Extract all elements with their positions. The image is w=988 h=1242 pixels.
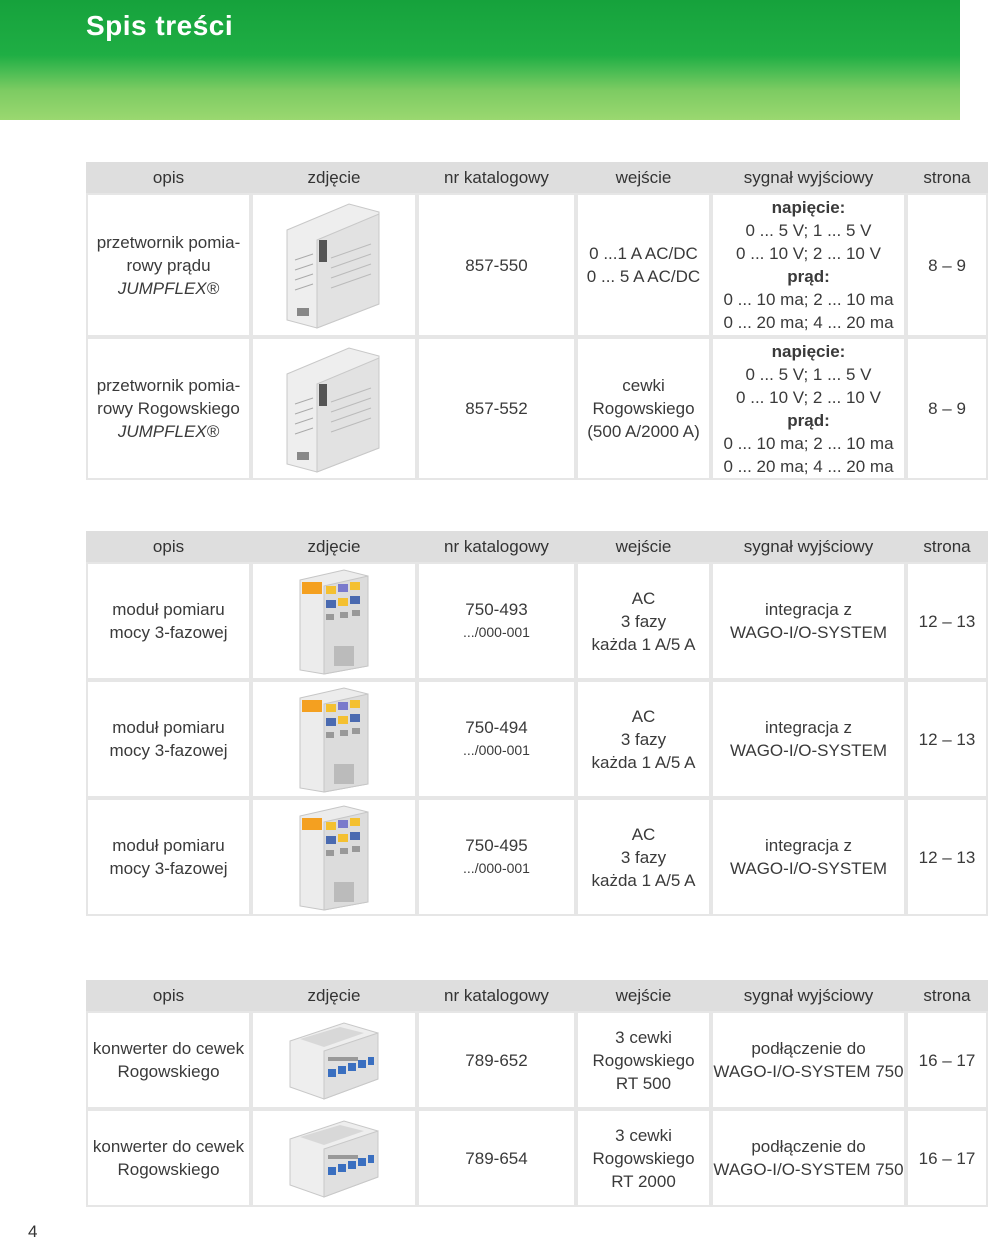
cell-catalog: 857-550 xyxy=(417,193,576,337)
col-header-zdjecie: zdjęcie xyxy=(251,980,417,1011)
cell-page: 16 – 17 xyxy=(906,1109,988,1207)
cell-output: integracja z WAGO-I/O-SYSTEM xyxy=(711,798,906,916)
col-header-wejscie: wejście xyxy=(576,531,711,562)
cell-output: podłączenie do WAGO-I/O-SYSTEM 750 xyxy=(711,1011,906,1109)
table-row xyxy=(86,562,988,680)
jumpflex-module-icon xyxy=(279,344,389,474)
table-jumpflex xyxy=(86,162,988,480)
cell-page: 8 – 9 xyxy=(906,193,988,337)
header-banner xyxy=(0,0,960,120)
col-header-opis: opis xyxy=(86,531,251,562)
cell-page: 8 – 9 xyxy=(906,337,988,480)
cell-opis: konwerter do cewek Rogowskiego xyxy=(86,1011,251,1109)
cell-opis: konwerter do cewek Rogowskiego xyxy=(86,1109,251,1207)
page-title: Spis treści xyxy=(86,10,234,41)
cell-input: 3 cewki Rogowskiego RT 500 xyxy=(576,1011,711,1109)
table-row xyxy=(86,337,988,480)
table-converters xyxy=(86,980,988,1207)
cell-input: 3 cewki Rogowskiego RT 2000 xyxy=(576,1109,711,1207)
table-row xyxy=(86,680,988,798)
cell-opis: moduł pomiaru mocy 3-fazowej xyxy=(86,562,251,680)
table-row xyxy=(86,1109,988,1207)
cell-photo xyxy=(251,680,417,798)
table-row xyxy=(86,1011,988,1109)
cell-input: AC 3 fazy każda 1 A/5 A xyxy=(576,680,711,798)
cell-opis: przetwornik pomia- rowy Rogowskiego JUMPFLEX® xyxy=(86,337,251,480)
din-rail-converter-icon xyxy=(284,1017,384,1103)
cell-catalog: 789-654 xyxy=(417,1109,576,1207)
col-header-strona: strona xyxy=(906,980,988,1011)
cell-input: cewki Rogowskiego (500 A/2000 A) xyxy=(576,337,711,480)
cell-page: 12 – 13 xyxy=(906,798,988,916)
col-header-opis: opis xyxy=(86,162,251,193)
col-header-nr: nr katalogowy xyxy=(417,980,576,1011)
io-module-icon xyxy=(294,802,374,912)
table-io-modules xyxy=(86,531,988,916)
cell-opis: moduł pomiaru mocy 3-fazowej xyxy=(86,798,251,916)
cell-photo xyxy=(251,337,417,480)
col-header-sygnal: sygnał wyjściowy xyxy=(711,162,906,193)
cell-output: napięcie: 0 ... 5 V; 1 ... 5 V 0 ... 10 V; 2 ... 10 V prąd: 0 ... 10 ma; 2 ... 10 ma 0 ... 20 ma; 4 ... 20 ma xyxy=(711,337,906,480)
cell-catalog: 789-652 xyxy=(417,1011,576,1109)
col-header-nr: nr katalogowy xyxy=(417,162,576,193)
cell-catalog: 750-495 .../000-001 xyxy=(417,798,576,916)
cell-catalog: 750-494 .../000-001 xyxy=(417,680,576,798)
cell-page: 12 – 13 xyxy=(906,680,988,798)
cell-output: napięcie: 0 ... 5 V; 1 ... 5 V 0 ... 10 V; 2 ... 10 V prąd: 0 ... 10 ma; 2 ... 10 ma 0 ... 20 ma; 4 ... 20 ma xyxy=(711,193,906,337)
col-header-opis: opis xyxy=(86,980,251,1011)
cell-photo xyxy=(251,1109,417,1207)
din-rail-converter-icon xyxy=(284,1115,384,1201)
cell-page: 16 – 17 xyxy=(906,1011,988,1109)
col-header-strona: strona xyxy=(906,531,988,562)
col-header-zdjecie: zdjęcie xyxy=(251,162,417,193)
cell-photo xyxy=(251,193,417,337)
page-number: 4 xyxy=(28,1222,38,1241)
cell-output: podłączenie do WAGO-I/O-SYSTEM 750 xyxy=(711,1109,906,1207)
cell-catalog: 750-493 .../000-001 xyxy=(417,562,576,680)
table-row xyxy=(86,193,988,337)
cell-input: AC 3 fazy każda 1 A/5 A xyxy=(576,798,711,916)
cell-input: AC 3 fazy każda 1 A/5 A xyxy=(576,562,711,680)
col-header-sygnal: sygnał wyjściowy xyxy=(711,531,906,562)
io-module-icon xyxy=(294,684,374,794)
cell-output: integracja z WAGO-I/O-SYSTEM xyxy=(711,680,906,798)
col-header-wejscie: wejście xyxy=(576,980,711,1011)
cell-photo xyxy=(251,562,417,680)
cell-page: 12 – 13 xyxy=(906,562,988,680)
table-row xyxy=(86,798,988,916)
col-header-nr: nr katalogowy xyxy=(417,531,576,562)
col-header-zdjecie: zdjęcie xyxy=(251,531,417,562)
col-header-sygnal: sygnał wyjściowy xyxy=(711,980,906,1011)
cell-input: 0 ...1 A AC/DC 0 ... 5 A AC/DC xyxy=(576,193,711,337)
cell-opis: moduł pomiaru mocy 3-fazowej xyxy=(86,680,251,798)
cell-photo xyxy=(251,798,417,916)
cell-catalog: 857-552 xyxy=(417,337,576,480)
cell-photo xyxy=(251,1011,417,1109)
cell-output: integracja z WAGO-I/O-SYSTEM xyxy=(711,562,906,680)
cell-opis: przetwornik pomia- rowy prądu JUMPFLEX® xyxy=(86,193,251,337)
jumpflex-module-icon xyxy=(279,200,389,330)
col-header-wejscie: wejście xyxy=(576,162,711,193)
io-module-icon xyxy=(294,566,374,676)
col-header-strona: strona xyxy=(906,162,988,193)
